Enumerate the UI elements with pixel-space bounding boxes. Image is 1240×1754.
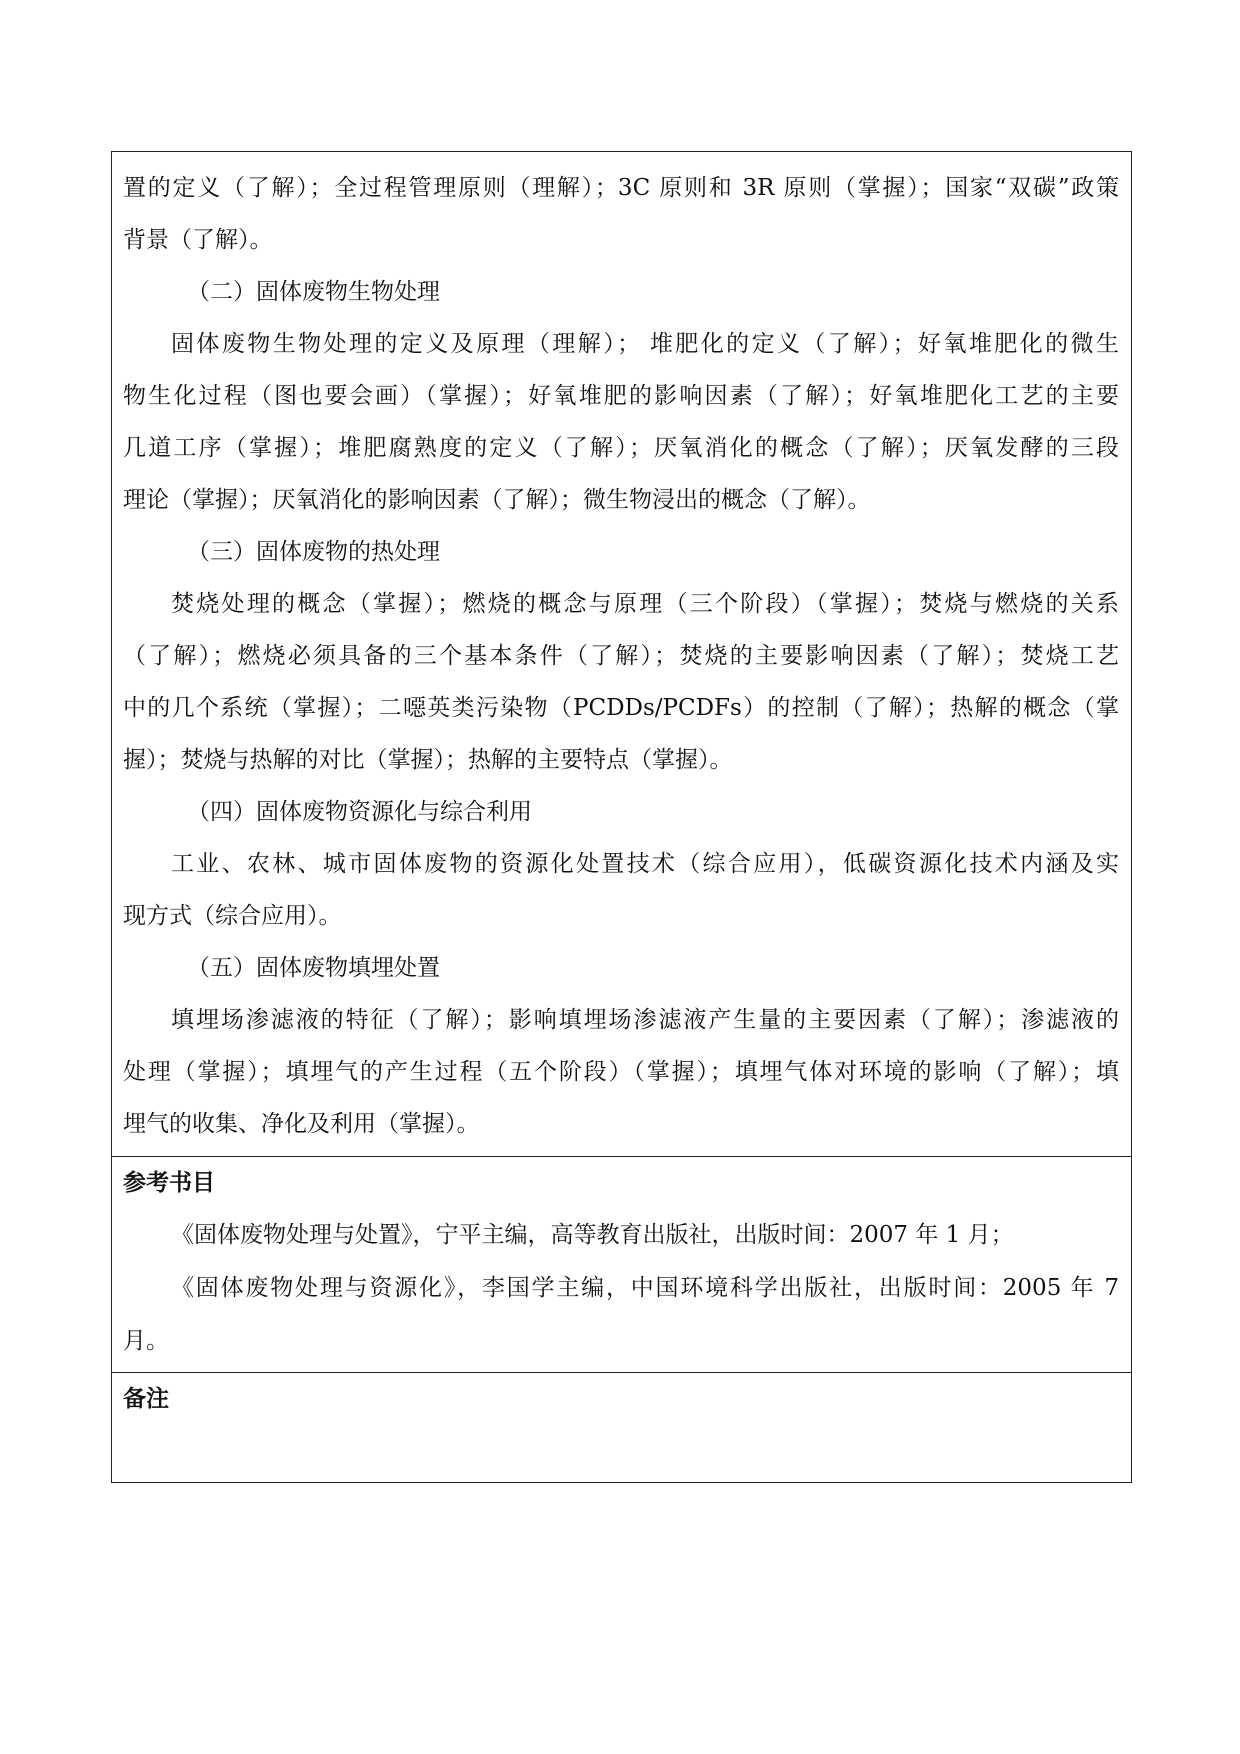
references-cell: [112, 1156, 1131, 1372]
text-line: 固体废物生物处理的定义及原理（理解）； 堆肥化的定义（了解）；好氧堆肥化的微生: [171, 331, 1119, 357]
section-heading-landfill: （五）固体废物填埋处置: [187, 955, 440, 981]
text-line: 焚烧处理的概念（掌握）；燃烧的概念与原理（三个阶段）（掌握）；焚烧与燃烧的关系: [171, 591, 1119, 617]
text-line: 置的定义（了解）；全过程管理原则（理解）；3C 原则和 3R 原则（掌握）；国家“双碳”政策: [123, 175, 1119, 201]
syllabus-table: [111, 151, 1132, 1483]
reference-book-2-continued: 月。: [123, 1328, 169, 1354]
reference-book-2: 《固体废物处理与资源化》，李国学主编，中国环境科学出版社，出版时间：2005 年 7: [171, 1275, 1119, 1301]
text-line: 埋气的收集、净化及利用（掌握）。: [123, 1111, 480, 1137]
text-line: 填埋场渗滤液的特征（了解）；影响填埋场渗滤液产生量的主要因素（了解）；渗滤液的: [171, 1007, 1119, 1033]
remarks-cell: [112, 1372, 1131, 1482]
remarks-title: 备注: [123, 1385, 169, 1412]
text-line: 现方式（综合应用）。: [123, 903, 342, 929]
text-line: 中的几个系统（掌握）；二噁英类污染物（PCDDs/PCDFs）的控制（了解）；热解的概念（掌: [123, 695, 1119, 721]
text-line: 几道工序（掌握）；堆肥腐熟度的定义（了解）；厌氧消化的概念（了解）；厌氧发酵的三段: [123, 435, 1119, 461]
reference-book-1: 《固体废物处理与处置》，宁平主编，高等教育出版社，出版时间：2007 年 1 月；: [171, 1222, 1014, 1248]
section-heading-bio-treatment: （二）固体废物生物处理: [187, 279, 440, 305]
text-line: 背景（了解）。: [123, 227, 273, 253]
text-line: 理论（掌握）；厌氧消化的影响因素（了解）；微生物浸出的概念（了解）。: [123, 487, 871, 513]
section-heading-thermal-treatment: （三）固体废物的热处理: [187, 539, 440, 565]
text-line: （了解）；燃烧必须具备的三个基本条件（了解）；焚烧的主要影响因素（了解）；焚烧工艺: [123, 643, 1119, 669]
section-heading-resource-utilization: （四）固体废物资源化与综合利用: [187, 799, 532, 825]
text-line: 处理（掌握）；填埋气的产生过程（五个阶段）（掌握）；填埋气体对环境的影响（了解）；填: [123, 1059, 1119, 1085]
text-line: 工业、农林、城市固体废物的资源化处置技术（综合应用），低碳资源化技术内涵及实: [171, 851, 1119, 877]
text-line: 握）；焚烧与热解的对比（掌握）；热解的主要特点（掌握）。: [123, 747, 733, 773]
references-title: 参考书目: [123, 1169, 215, 1196]
content-cell: [112, 152, 1131, 1156]
text-line: 物生化过程（图也要会画）（掌握）；好氧堆肥的影响因素（了解）；好氧堆肥化工艺的主要: [123, 383, 1119, 409]
